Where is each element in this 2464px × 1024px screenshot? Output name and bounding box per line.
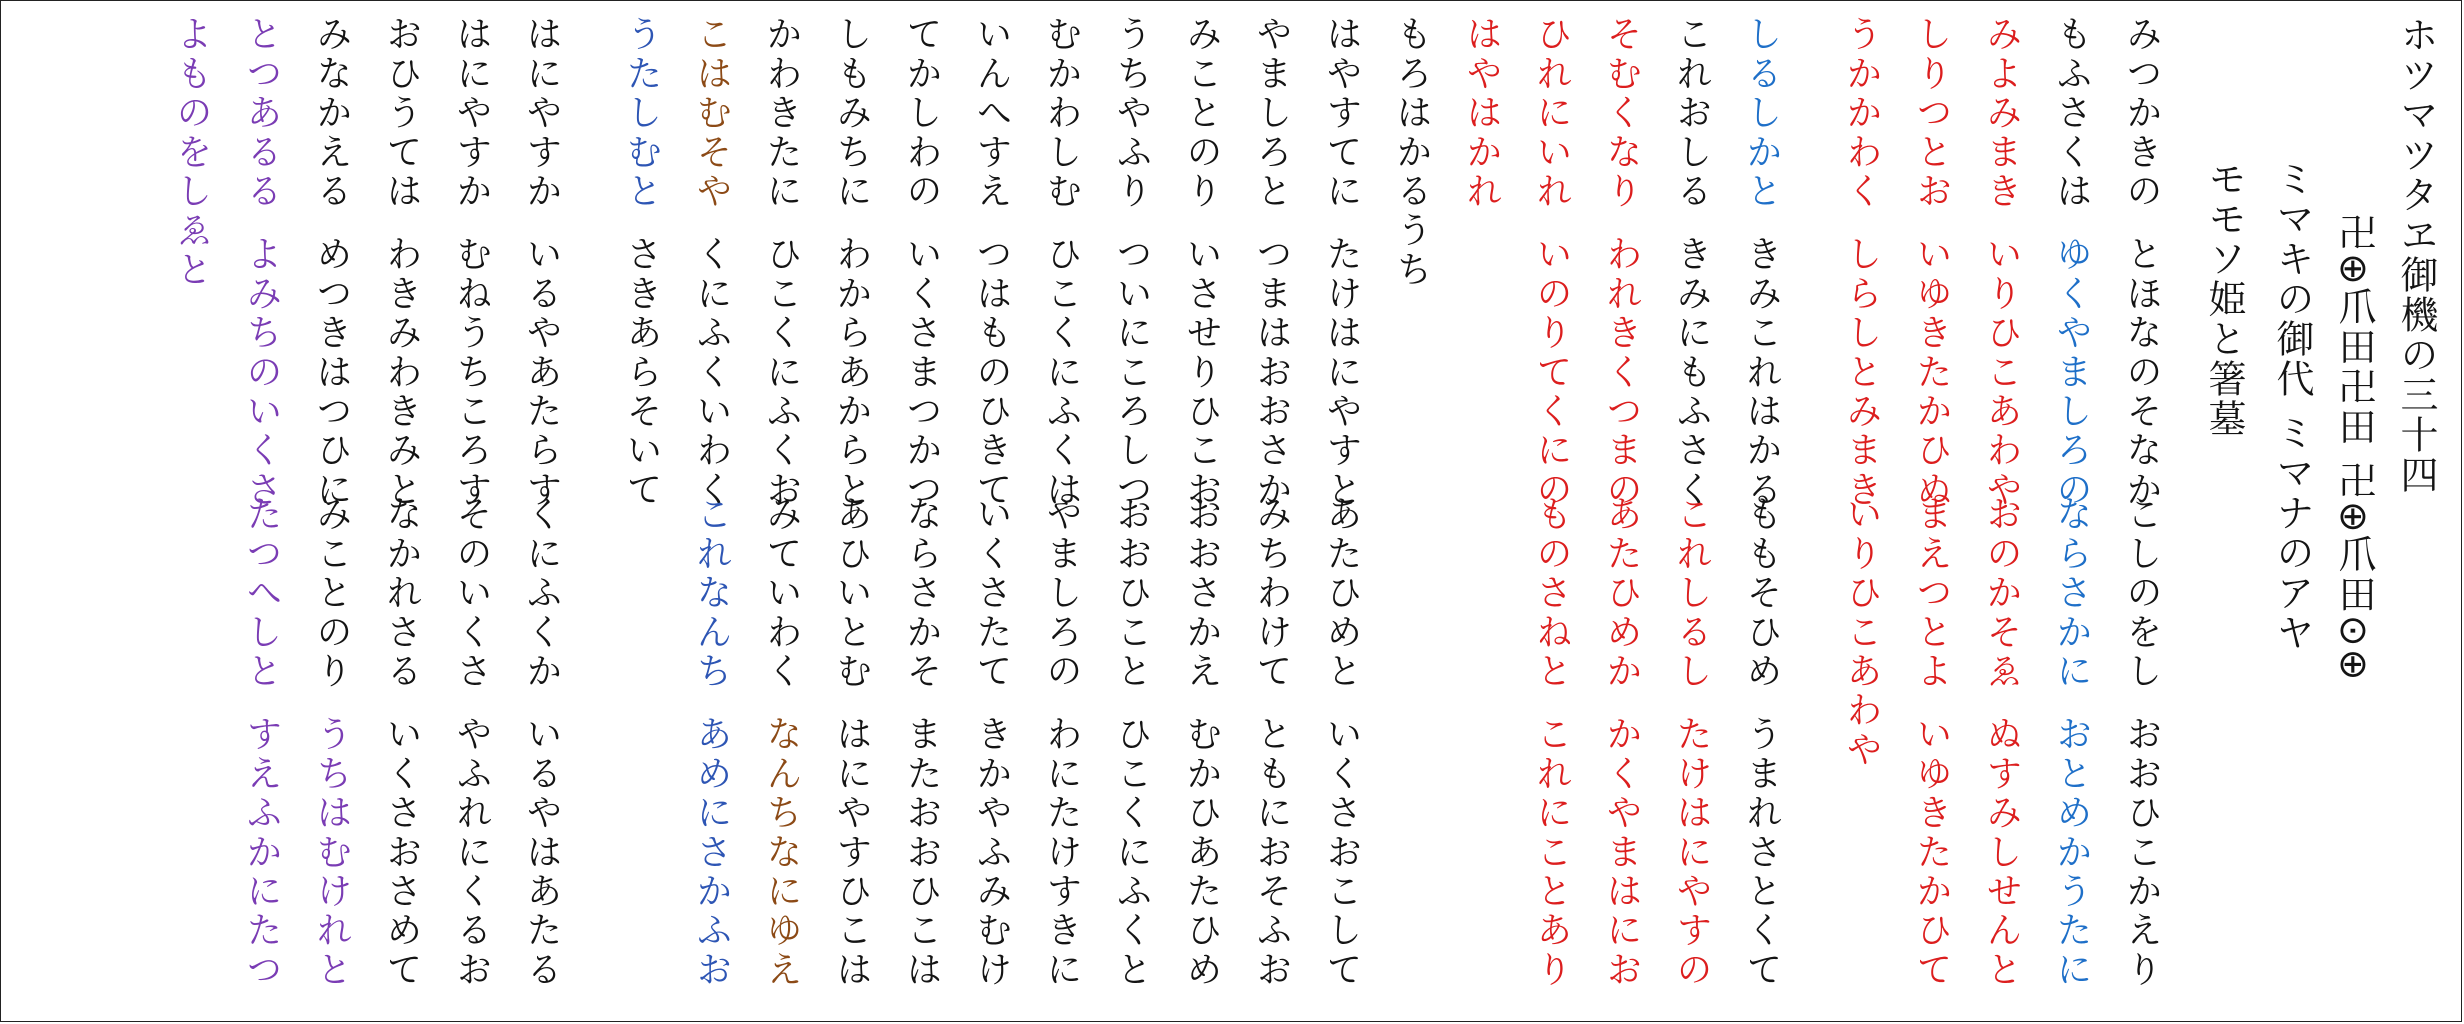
- verse-phrase: とつあるる: [241, 15, 282, 211]
- verse-phrase: おおひこかえり: [2121, 715, 2162, 990]
- verse-line-25: [381, 15, 422, 990]
- verse-phrase: またおおひこは: [901, 715, 942, 990]
- verse-phrase: みよみまき: [1981, 15, 2022, 211]
- verse-phrase: くにふくか: [521, 495, 562, 691]
- verse-line-19: [831, 15, 872, 990]
- verse-phrase: もふさくは: [2051, 15, 2092, 211]
- verse-line-13: [1251, 15, 1292, 990]
- verse-phrase: いのりてくにの: [1531, 235, 1572, 510]
- verse-line-28: [171, 15, 212, 290]
- verse-phrase: むかひあたひめ: [1181, 715, 1222, 990]
- verse-phrase: すえふかにたつ: [241, 715, 282, 990]
- verse-phrase: つはものひきて: [971, 235, 1012, 510]
- verse-phrase: みことのり: [311, 495, 352, 691]
- verse-phrase: いゆきたかひて: [1911, 715, 1952, 990]
- verse-phrase: こはむそや: [691, 15, 732, 211]
- verse-phrase: ひこくにふくは: [1041, 235, 1082, 510]
- verse-phrase: よものをしゑと: [171, 15, 212, 290]
- verse-phrase: なんちなにゆえ: [761, 715, 802, 990]
- verse-phrase: きみこれはかる: [1741, 235, 1782, 510]
- verse-line-01: [2121, 15, 2162, 990]
- verse-phrase: ひこくにふくお: [761, 235, 802, 510]
- verse-phrase: わからあからと: [831, 235, 872, 510]
- verse-phrase: はやはかれ: [1461, 15, 1502, 211]
- verse-phrase: われきくつまの: [1601, 235, 1642, 510]
- woshite-title: 卍⊕爪田卍田 卍⊕爪田⊙⊕: [2332, 213, 2376, 683]
- verse-phrase: おとめかうたに: [2051, 715, 2092, 990]
- verse-phrase: たけはにやすの: [1671, 715, 1712, 990]
- document-title: ホツマツタヱ御機の三十四: [2394, 15, 2438, 495]
- verse-phrase: うまれさとくて: [1741, 715, 1782, 990]
- document-subtitle: ミマキの御代 ミマナのアヤ: [2270, 159, 2314, 654]
- verse-line-17: [971, 15, 1012, 990]
- verse-line-22: [621, 15, 662, 510]
- verse-phrase: こしのをし: [2121, 495, 2162, 691]
- verse-phrase: いるやあたらす: [521, 235, 562, 510]
- verse-phrase: もろはかるうち: [1391, 15, 1432, 290]
- verse-line-12: [1321, 15, 1362, 990]
- verse-line-05: [1841, 15, 1882, 770]
- verse-phrase: はにやすか: [451, 15, 492, 211]
- verse-line-11: [1391, 15, 1432, 290]
- verse-phrase: やふれにくるお: [451, 715, 492, 990]
- verse-phrase: いりひこあわや: [1981, 235, 2022, 510]
- verse-phrase: わきみわきみと: [381, 235, 422, 510]
- verse-phrase: はにやすひこは: [831, 715, 872, 990]
- verse-phrase: いくさたて: [971, 495, 1012, 691]
- verse-phrase: あめにさかふお: [691, 715, 732, 990]
- verse-line-03: [1981, 15, 2022, 990]
- verse-phrase: ひれにいれ: [1531, 15, 1572, 211]
- verse-phrase: やましろの: [1041, 495, 1082, 691]
- verse-line-18: [901, 15, 942, 990]
- verse-line-16: [1041, 15, 1082, 990]
- verse-phrase: ゆくやましろの: [2051, 235, 2092, 510]
- verse-phrase: これおしる: [1671, 15, 1712, 211]
- verse-phrase: おおひこと: [1111, 495, 1152, 691]
- verse-phrase: みちわけて: [1251, 495, 1292, 691]
- verse-line-09: [1531, 15, 1572, 990]
- verse-phrase: くにふくいわく: [691, 235, 732, 510]
- verse-phrase: はやすてに: [1321, 15, 1362, 211]
- verse-phrase: おおさかえ: [1181, 495, 1222, 691]
- verse-phrase: ひこくにふくと: [1111, 715, 1152, 990]
- verse-phrase: これなんち: [691, 495, 732, 691]
- verse-phrase: ともにおそふお: [1251, 715, 1292, 990]
- verse-phrase: みつかきの: [2121, 15, 2162, 211]
- verse-phrase: ならさかそ: [901, 495, 942, 691]
- verse-phrase: おひうては: [381, 15, 422, 211]
- verse-line-06: [1741, 15, 1782, 990]
- verse-phrase: むねうちころす: [451, 235, 492, 510]
- verse-phrase: ならさかに: [2051, 495, 2092, 691]
- verse-phrase: うちやふり: [1111, 15, 1152, 211]
- verse-phrase: かくやまはにお: [1601, 715, 1642, 990]
- verse-phrase: しるしかと: [1741, 15, 1782, 211]
- verse-phrase: てかしわの: [901, 15, 942, 211]
- verse-phrase: なかれさる: [381, 495, 422, 691]
- verse-phrase: たつへしと: [241, 495, 282, 691]
- verse-phrase: いゆきたかひぬ: [1911, 235, 1952, 510]
- verse-phrase: さきあらそいて: [621, 235, 662, 510]
- verse-phrase: よみちのいくさ: [241, 235, 282, 510]
- verse-phrase: そのいくさ: [451, 495, 492, 691]
- verse-line-08: [1601, 15, 1642, 990]
- verse-phrase: しりつとお: [1911, 15, 1952, 211]
- verse-line-10: [1461, 15, 1502, 211]
- verse-line-07: [1671, 15, 1712, 990]
- verse-phrase: うちはむけれと: [311, 715, 352, 990]
- verse-line-24: [451, 15, 492, 990]
- verse-phrase: いくさおこして: [1321, 715, 1362, 990]
- verse-phrase: むかわしむ: [1041, 15, 1082, 211]
- verse-phrase: あたひめか: [1601, 495, 1642, 691]
- verse-phrase: うたしむと: [621, 15, 662, 211]
- verse-line-26: [311, 15, 352, 990]
- verse-line-20: [761, 15, 802, 990]
- verse-phrase: とほなのそなか: [2121, 235, 2162, 510]
- verse-phrase: いさせりひこお: [1181, 235, 1222, 510]
- verse-phrase: みていわく: [761, 495, 802, 691]
- verse-phrase: たけはにやすと: [1321, 235, 1362, 510]
- verse-phrase: かわきたに: [761, 15, 802, 211]
- verse-phrase: きかやふみむけ: [971, 715, 1012, 990]
- section-heading: モモソ姫と箸墓: [2202, 159, 2246, 439]
- verse-phrase: そむくなり: [1601, 15, 1642, 211]
- verse-line-23: [521, 15, 562, 990]
- verse-line-04: [1911, 15, 1952, 990]
- verse-phrase: うかかわく: [1841, 15, 1882, 211]
- verse-phrase: わにたけすきに: [1041, 715, 1082, 990]
- verse-phrase: めつきはつひに: [311, 235, 352, 510]
- verse-phrase: はにやすか: [521, 15, 562, 211]
- verse-phrase: これにことあり: [1531, 715, 1572, 990]
- verse-phrase: みなかえる: [311, 15, 352, 211]
- verse-line-21: [691, 15, 732, 990]
- verse-phrase: ものさねと: [1531, 495, 1572, 691]
- verse-phrase: きみにもふさく: [1671, 235, 1712, 510]
- verse-line-02: [2051, 15, 2092, 990]
- verse-phrase: いるやはあたる: [521, 715, 562, 990]
- verse-phrase: ぬすみしせんと: [1981, 715, 2022, 990]
- verse-phrase: あひいとむ: [831, 495, 872, 691]
- verse-phrase: つまはおおさか: [1251, 235, 1292, 510]
- verse-phrase: まえつとよ: [1911, 495, 1952, 691]
- verse-phrase: やましろと: [1251, 15, 1292, 211]
- verse-phrase: ももそひめ: [1741, 495, 1782, 691]
- verse-phrase: ついにころしつ: [1111, 235, 1152, 510]
- verse-phrase: いんへすえ: [971, 15, 1012, 211]
- verse-phrase: いくさまつかつ: [901, 235, 942, 510]
- verse-phrase: あたひめと: [1321, 495, 1362, 691]
- verse-phrase: おのかそゑ: [1981, 495, 2022, 691]
- verse-phrase: これしるし: [1671, 495, 1712, 691]
- verse-phrase: しもみちに: [831, 15, 872, 211]
- verse-phrase: いくさおさめて: [381, 715, 422, 990]
- verse-phrase: みことのり: [1181, 15, 1222, 211]
- verse-line-14: [1181, 15, 1222, 990]
- verse-line-27: [241, 15, 282, 990]
- verse-phrase: しらしとみまき: [1841, 235, 1882, 510]
- verse-phrase: いりひこあわや: [1841, 495, 1882, 770]
- verse-line-15: [1111, 15, 1152, 990]
